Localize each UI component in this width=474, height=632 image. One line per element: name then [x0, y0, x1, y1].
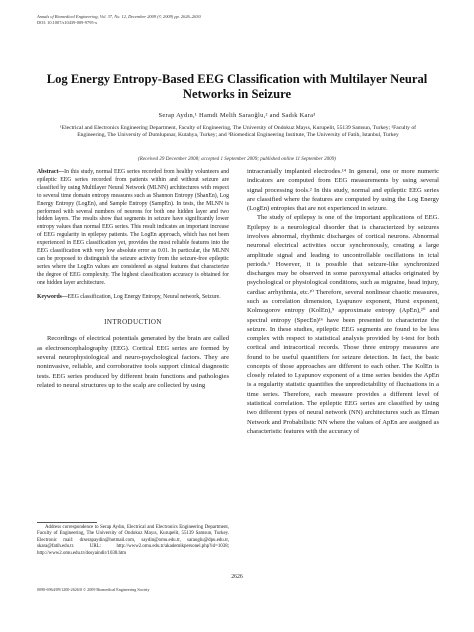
affiliations: ¹Electrical and Electronics Engineering Department, Faculty of Engineering, The University of Ondokuz Mayıs, Kurupelit, 55139 Samsun, Turkey; ²Faculty of Engineering, The University of Dumlupınar, Kutahya, Turkey; and ³Biomedical Engineering Institute, The University of Fatih, Istanbul, Turkey [59, 125, 417, 139]
paper-title: Log Energy Entropy-Based EEG Classification with Multilayer Neural Networks in Seizure [46, 72, 428, 101]
keywords-label: Keywords— [37, 293, 68, 300]
keywords-text: EEG classification, Log Energy Entropy, Neural network, Seizure. [67, 293, 221, 300]
journal-header [37, 14, 417, 25]
right-column [247, 167, 439, 436]
right-paragraph-2: The study of epilepsy is one of the important applications of EEG. Epilepsy is a neurological disorder that is characterized by seizures involves abnormal, rhythmic discharges of cortical neurons. Abnormal neuronal electrical activities occur synchronously, creating a large amplitude signal and leading to uncontrollable oscillations in ictal periods.⁶ However, it is possible that seizure-like synchronized discharges may be observed in some paroxysmal attacks originated by psychological or physiological conditions, such as migraine, head injury, cardiac arrhythmia, etc.¹⁰ Therefore, several nonlinear chaotic measures, such as correlation dimension, Lyapunov exponent, Hurst exponent, Kolmogorov entropy (KolEn),⁹ approximate entropy (ApEn),²⁰ and spectral entropy (SpecEn)¹⁶ have been presented to characterize the seizure. In these studies, epileptic EEG segments are found to be less complex with respect to statistical analysis provided by t-test for both cortical and intracortical records. Those three entropy measures are found to be useful quantifiers for seizure detection. In fact, the basic concepts of those approaches are different to each other. The KolEn is closely related to Lyapunov exponent of a time series besides the ApEn is a regularity statistic quantifies the unpredictability of fluctuations in a time series. Therefore, each measure provides a different level of statistical correlation. The epileptic EEG series are classified by using two different types of neural network (NN) architectures such as Elman Network and Probabilistic NN where the values of ApEn are assigned as characteristic features with the accuracy of [247, 214, 439, 435]
introduction-paragraph: Recordings of electrical potentials generated by the brain are called as electroencephalography (EEG). Cortical EEG series are formed by several neurophysiological and neuro-psychological factors. They are noninvasive, reliable, and corroborative tools support clinical diagnostic tests. EEG series produced by different brain functions and pathologies related to neural structures up to the scalp are collected by using [37, 335, 229, 389]
doi-line: DOI: 10.1007/s10439-009-9795-x [37, 19, 98, 25]
abstract [37, 169, 229, 288]
left-column [37, 169, 229, 390]
footnote-divider [37, 522, 97, 523]
abstract-text: In this study, normal EEG series recorded from healthy volunteers and epileptic EEG series recorded from patients within and without seizure are classified by using Multilayer Neural Network (MLNN) architectures with respect to several time domain entropy measures such as Shannon Entropy (ShanEn), Log Energy Entropy (LogEn), and Sample Entropy (SampEn). In tests, the MLNN is performed with several numbers of neurons for both one hidden layer and two hidden layers. The results show that segments in seizure have significantly lower entropy values than normal EEG series. This result indicates an important increase of EEG regularity in epilepsy patients. The LogEn approach, which has not been experienced in EEG classification yet, provides the most reliable features into the EEG classification with very low absolute error as 0.01. In particular, the MLNN can be proposed to distinguish the seizure activity from the seizure-free epileptic series where the LogEn values are considered as signal features that characterize the degree of EEG complexity. The highest classification accuracy is obtained for one hidden layer architecture. [37, 169, 229, 286]
keywords [37, 294, 229, 302]
page-number: 2626 [231, 574, 243, 580]
received-dates: (Received 29 December 2008; accepted 1 September 2009; published online 11 September 2009) [138, 156, 336, 162]
right-paragraph-1: intracranially implanted electrodes.¹⁴ In general, one or more numeric indicators are computed from EEG measurements by using several signal processing tools.² In this study, normal and epileptic EEG series are classified where the features are computed by using the Log Energy (LogEn) entropies that are not experienced in seizure. [247, 168, 439, 213]
copyright-line: 0090-6964/09/1200-2626/0 © 2009 Biomedical Engineering Society [37, 587, 150, 592]
abstract-label: Abstract— [37, 169, 65, 175]
section-heading-introduction: INTRODUCTION [104, 317, 162, 326]
journal-citation: Annals of Biomedical Engineering, Vol. 37, No. 12, December 2009 (© 2009) pp. 2626–2630 [37, 14, 201, 19]
author-list: Serap Aydın,¹ Hamdi Melih Saraoğlu,² and Sadık Kara³ [158, 112, 316, 119]
correspondence-footnote: Address correspondence to Serap Aydın, Electrical and Electronics Engineering Department, Faculty of Engineering, The University of Ondokuz Mayıs, Kurupelit, 55139 Samsun, Turkey. Electronic mail: drserapaydin@hotmail.com, saydin@omu.edu.tr, saraoglu@dpu.edu.tr, skara@fatih.edu.tr. URL: http://www2.omu.edu.tr/akademikpersonel.php?id=1038; http://www2.omu.edu.tr/dosyaindir/1038.htm [37, 525, 229, 556]
